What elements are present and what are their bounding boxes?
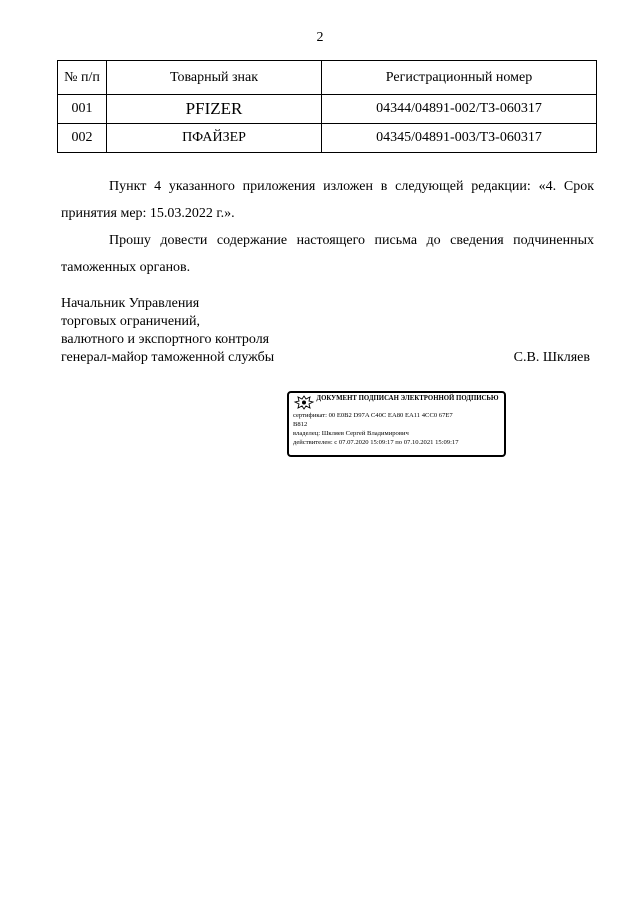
header-number: № п/п	[58, 61, 107, 95]
header-registration-number: Регистрационный номер	[322, 61, 597, 95]
page-number: 2	[316, 30, 324, 45]
signature-position	[61, 295, 274, 367]
header-trademark: Товарный знак	[107, 61, 322, 95]
signer-name: С.В. Шкляев	[513, 350, 590, 365]
paragraph-request: Прошу довести содержание настоящего письма до сведения подчиненных таможенных органов.	[61, 233, 594, 275]
eagle-emblem-icon	[293, 394, 315, 411]
position-line: торговых ограничений,	[61, 314, 201, 329]
row-number: 001	[58, 95, 107, 124]
stamp-certificate-continued: B812	[293, 421, 308, 428]
row-number: 002	[58, 124, 107, 153]
stamp-validity: действителен: с 07.07.2020 15:09:17 по 07.10.2021 15:09:17	[293, 439, 459, 446]
position-line: валютного и экспортного контроля	[61, 332, 270, 347]
table-row	[58, 124, 597, 153]
position-line: Начальник Управления	[61, 296, 200, 311]
stamp-title: ДОКУМЕНТ ПОДПИСАН ЭЛЕКТРОННОЙ ПОДПИСЬЮ	[316, 395, 499, 402]
stamp-header	[293, 394, 500, 411]
row-trademark: ПФАЙЗЕР	[107, 124, 322, 153]
table-row	[58, 95, 597, 124]
position-line: генерал-майор таможенной службы	[61, 350, 275, 365]
stamp-certificate: сертификат: 00 E0B2 D97A C40C EA80 EA11 4CC0 67E7	[293, 412, 453, 419]
table-header-row	[58, 61, 597, 95]
row-registration-number: 04345/04891-003/ТЗ-060317	[322, 124, 597, 153]
stamp-owner: владелец: Шкляев Сергей Владимирович	[293, 430, 409, 437]
electronic-signature-stamp	[287, 391, 506, 457]
trademark-table	[57, 60, 597, 153]
row-trademark: PFIZER	[107, 95, 322, 124]
row-registration-number: 04344/04891-002/ТЗ-060317	[322, 95, 597, 124]
paragraph-amendment: Пункт 4 указанного приложения изложен в следующей редакции: «4. Срок принятия мер: 15.03.2022 г.».	[61, 179, 594, 221]
